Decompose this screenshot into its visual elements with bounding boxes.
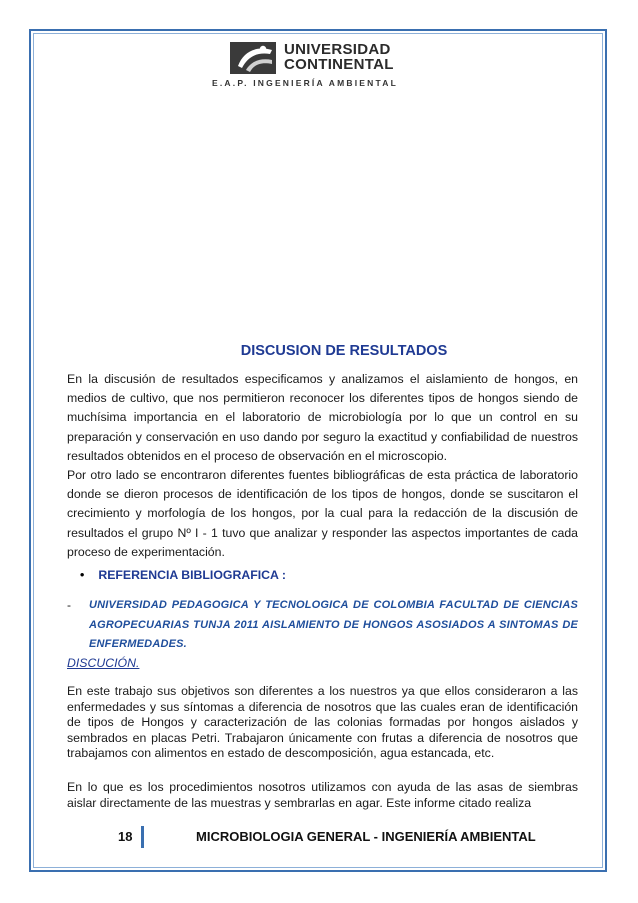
page-number: 18	[118, 829, 133, 844]
paragraph-2: Por otro lado se encontraron diferentes fuentes bibliográficas de esta práctica de laboratorio donde se dieron procesos de identificación de los tipos de hongos, donde se suscitaron el crecimiento y morfología de los hongos, por la cual para la redacción de la discusión de resultados el grupo Nº I - 1 tuvo que analizar y responder las aspectos importantes de cada proceso de experimentación.	[67, 468, 578, 559]
footer-divider	[141, 826, 144, 848]
reference-citation: UNIVERSIDAD PEDAGOGICA Y TECNOLOGICA DE COLOMBIA FACULTAD DE CIENCIAS AGROPECUARIAS TUNJA 2011 AISLAMIENTO DE HONGOS ASOSIADOS A SINTOMAS DE ENFERMEDADES.	[89, 599, 578, 650]
footer-title: MICROBIOLOGIA GENERAL - INGENIERÍA AMBIENTAL	[196, 829, 536, 844]
bullet-reference	[80, 568, 286, 582]
section-title: DISCUSION DE RESULTADOS	[240, 343, 448, 359]
reference-dash: -	[67, 598, 71, 612]
discussion-paragraph-2: En lo que es los procedimientos nosotros utilizamos con ayuda de las asas de siembras aislar directamente de las muestras y sembrarlas en agar. Este informe citado realiza	[67, 780, 578, 810]
logo-text	[284, 42, 394, 72]
discussion-heading: DISCUCIÓN.	[67, 656, 140, 670]
bullet-label: REFERENCIA BIBLIOGRAFICA :	[98, 568, 286, 582]
paragraph-1: En la discusión de resultados especificamos y analizamos el aislamiento de hongos, en medios de cultivo, que nos permitieron reconocer los diferentes tipos de hongos siendo de muchísima importancia en el laboratorio de microbiología por lo que un control en su preparación y conservación en uso dando por seguro la exactitud y confiabilidad de nuestros resultados obtenidos en el proceso de observación en el microscopio.	[67, 372, 578, 463]
discussion-paragraph-1: En este trabajo sus objetivos son diferentes a los nuestros ya que ellos consideraron a las enfermedades y sus síntomas a diferencia de nosotros que las cuales eran de identificación de tipos de Hongos y caracterización de las colonias formadas por hongos aislados y sembrados en placas Petri. Trabajaron únicamente con frutas a diferencia de nosotros que trabajamos con alimentos en estado de descomposición, agua estancada, etc.	[67, 684, 578, 761]
university-logo	[206, 40, 438, 92]
logo-subtitle: E.A.P. INGENIERÍA AMBIENTAL	[212, 78, 398, 88]
page-footer	[0, 826, 638, 848]
logo-line1: UNIVERSIDAD	[284, 41, 391, 58]
logo-line2: CONTINENTAL	[284, 56, 394, 73]
logo-mark-icon	[230, 40, 280, 76]
bullet-icon: •	[80, 568, 85, 582]
